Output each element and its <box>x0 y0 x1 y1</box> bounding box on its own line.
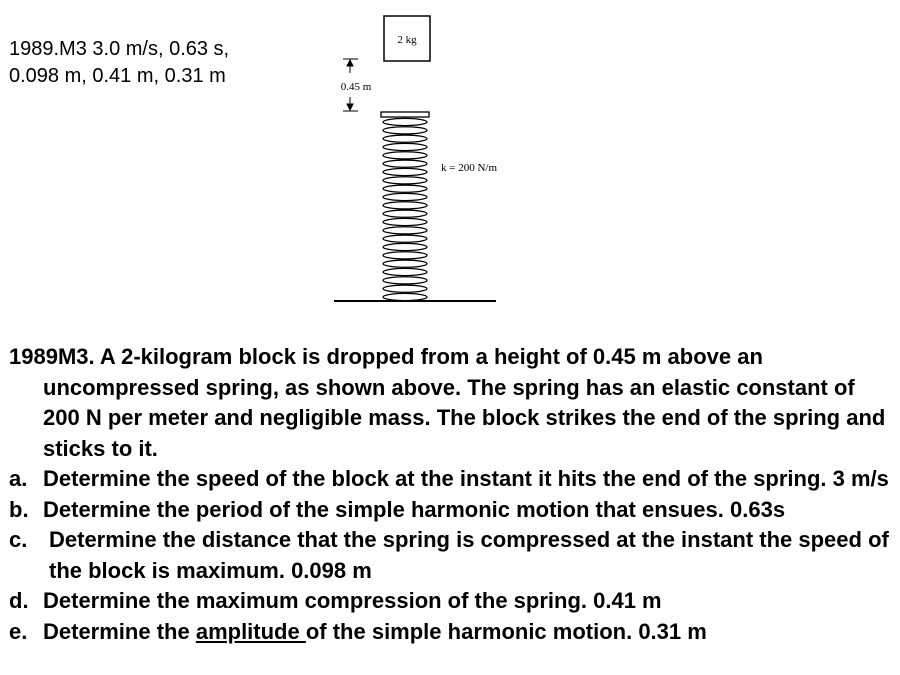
spring-coil <box>383 252 427 259</box>
part-label: e. <box>9 618 28 644</box>
spring-coils <box>383 118 427 300</box>
part-text-start: Determine the <box>43 618 196 644</box>
spring-coil <box>383 193 427 200</box>
spring-coil <box>383 268 427 275</box>
spring-constant-label: k = 200 N/m <box>441 162 498 174</box>
answer-line-1: 1989.M3 3.0 m/s, 0.63 s, <box>9 38 230 60</box>
part-text <box>43 617 894 648</box>
spring-coil <box>383 202 427 209</box>
part-label: c. <box>9 527 28 552</box>
part-label: b. <box>9 496 29 522</box>
spring-coil <box>383 227 427 234</box>
spring-coil <box>383 218 427 225</box>
spring-coil <box>383 235 427 242</box>
spring-coil <box>383 160 427 167</box>
spring-coil <box>383 168 427 175</box>
part-text: Determine the period of the simple harmonic motion that ensues. 0.63s <box>43 496 786 522</box>
problem-intro: 1989M3. A 2-kilogram block is dropped from a height of 0.45 m above an uncompressed spring, as shown above. The spring has an elastic constant of 200 N per meter and negligible mass. The block strikes the end of the spring and sticks to it. <box>9 344 886 461</box>
block-label: 2 kg <box>397 34 417 46</box>
spring-coil <box>383 143 427 150</box>
part-text-end: of the simple harmonic motion. 0.31 m <box>305 618 707 644</box>
part-a <box>9 464 894 495</box>
spring-coil <box>383 118 427 125</box>
part-c <box>9 525 894 586</box>
spring-coil <box>383 210 427 217</box>
part-label: d. <box>9 588 29 613</box>
problem-text <box>9 342 894 647</box>
spring-coil <box>383 177 427 184</box>
spring-coil <box>383 152 427 159</box>
spring-coil <box>383 260 427 267</box>
spring-coil <box>383 135 427 142</box>
amplitude-term: amplitude <box>195 618 306 644</box>
spring-coil <box>383 285 427 292</box>
part-text: Determine the speed of the block at the instant it hits the end of the spring. 3 m/s <box>43 466 889 491</box>
answer-line-2: 0.098 m, 0.41 m, 0.31 m <box>9 65 226 87</box>
spring-coil <box>383 277 427 284</box>
spring-top-plate <box>381 112 429 117</box>
part-d <box>9 586 894 617</box>
spring-block-diagram <box>0 0 900 320</box>
part-e <box>9 617 894 648</box>
part-b <box>9 495 894 526</box>
part-text: Determine the maximum compression of the spring. 0.41 m <box>43 588 662 613</box>
spring-coil <box>383 293 427 300</box>
spring-coil <box>383 127 427 134</box>
spring-coil <box>383 243 427 250</box>
part-label: a. <box>9 466 28 491</box>
part-text: Determine the distance that the spring is compressed at the instant the speed of the block is maximum. 0.098 m <box>49 527 889 583</box>
height-label: 0.45 m <box>340 81 372 93</box>
spring-coil <box>383 185 427 192</box>
